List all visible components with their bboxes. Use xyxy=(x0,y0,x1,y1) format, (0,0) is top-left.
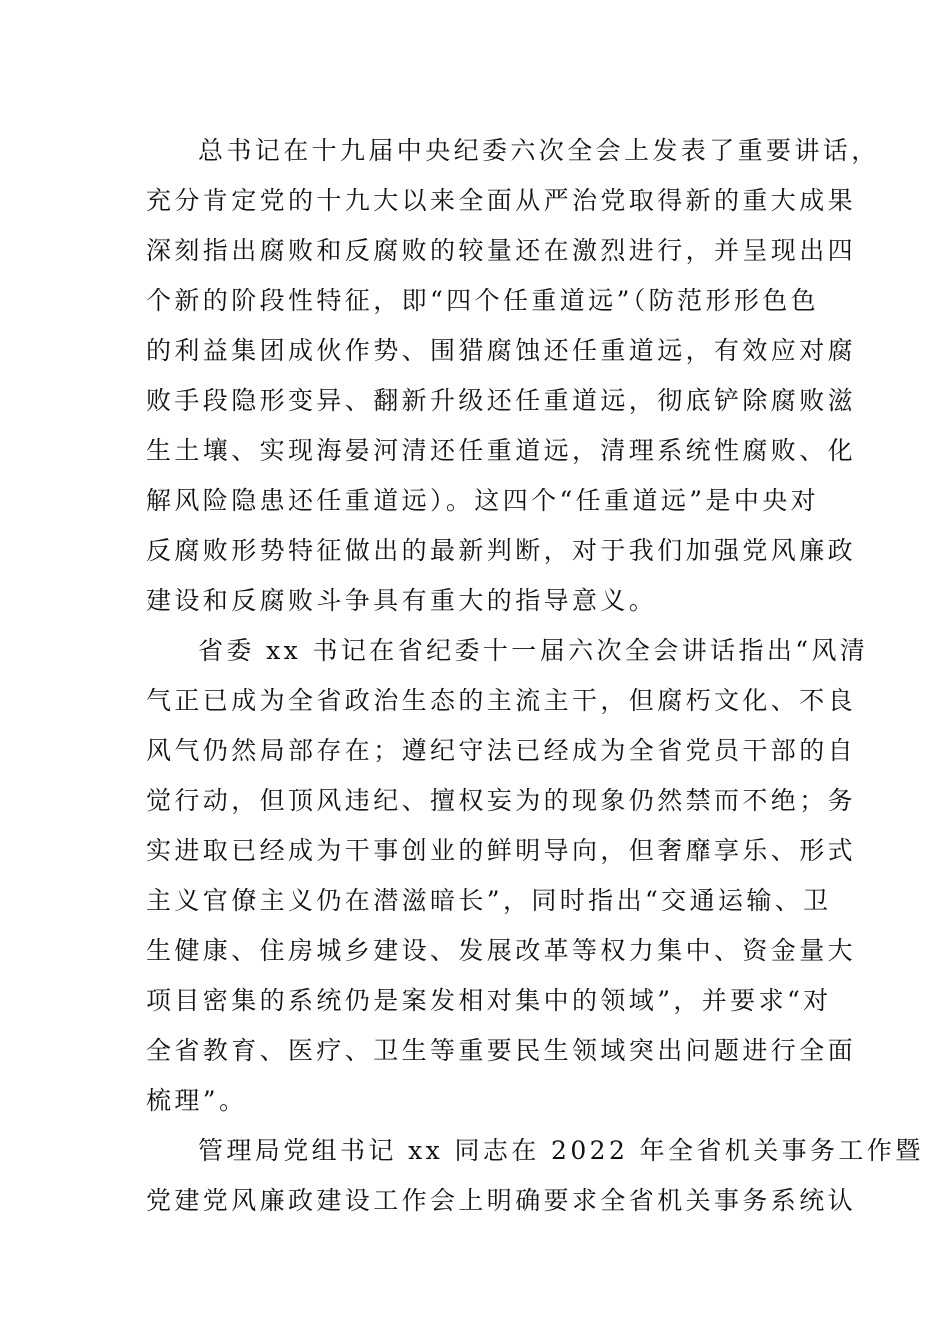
text-line: 败手段隐形变异、翻新升级还任重道远，彻底铲除腐败滋 xyxy=(146,386,857,415)
text-line: 个新的阶段性特征，即“四个任重道远”（防范形形色色 xyxy=(146,286,820,315)
text-line: 管理局党组书记 xx 同志在 2022 年全省机关事务工作暨 xyxy=(198,1136,924,1165)
text-line: 生土壤、实现海晏河清还任重道远，清理系统性腐败、化 xyxy=(146,436,857,465)
text-line: 建设和反腐败斗争具有重大的指导意义。 xyxy=(146,586,658,615)
text-line: 反腐败形势特征做出的最新判断，对于我们加强党风廉政 xyxy=(146,536,857,565)
paragraph-2 xyxy=(146,626,869,1126)
text-line: 主义官僚主义仍在潜滋暗长”，同时指出“交通运输、卫 xyxy=(146,886,832,915)
text-line: 实进取已经成为干事创业的鲜明导向，但奢靡享乐、形式 xyxy=(146,836,857,865)
text-line: 省委 xx 书记在省纪委十一届六次全会讲话指出“风清 xyxy=(198,636,869,665)
text-line: 党建党风廉政建设工作会上明确要求全省机关事务系统认 xyxy=(146,1186,857,1215)
text-line: 全省教育、医疗、卫生等重要民生领域突出问题进行全面 xyxy=(146,1036,857,1065)
text-line: 深刻指出腐败和反腐败的较量还在激烈进行，并呈现出四 xyxy=(146,236,857,265)
paragraph-1 xyxy=(146,126,880,626)
paragraph-3 xyxy=(146,1126,924,1226)
text-line: 气正已成为全省政治生态的主流主干，但腐朽文化、不良 xyxy=(146,686,857,715)
text-line: 梳理”。 xyxy=(146,1086,248,1115)
text-line: 项目密集的系统仍是案发相对集中的领域”，并要求“对 xyxy=(146,986,832,1015)
text-line: 充分肯定党的十九大以来全面从严治党取得新的重大成果 xyxy=(146,186,857,215)
document-body xyxy=(146,126,924,1226)
text-line: 风气仍然局部存在；遵纪守法已经成为全省党员干部的自 xyxy=(146,736,857,765)
text-line: 的利益集团成伙作势、围猎腐蚀还任重道远，有效应对腐 xyxy=(146,336,857,365)
text-line: 生健康、住房城乡建设、发展改革等权力集中、资金量大 xyxy=(146,936,857,965)
text-line: 解风险隐患还任重道远）。这四个“任重道远”是中央对 xyxy=(146,486,820,515)
text-line: 总书记在十九届中央纪委六次全会上发表了重要讲话， xyxy=(198,136,880,165)
text-line: 觉行动，但顶风违纪、擅权妄为的现象仍然禁而不绝；务 xyxy=(146,786,857,815)
